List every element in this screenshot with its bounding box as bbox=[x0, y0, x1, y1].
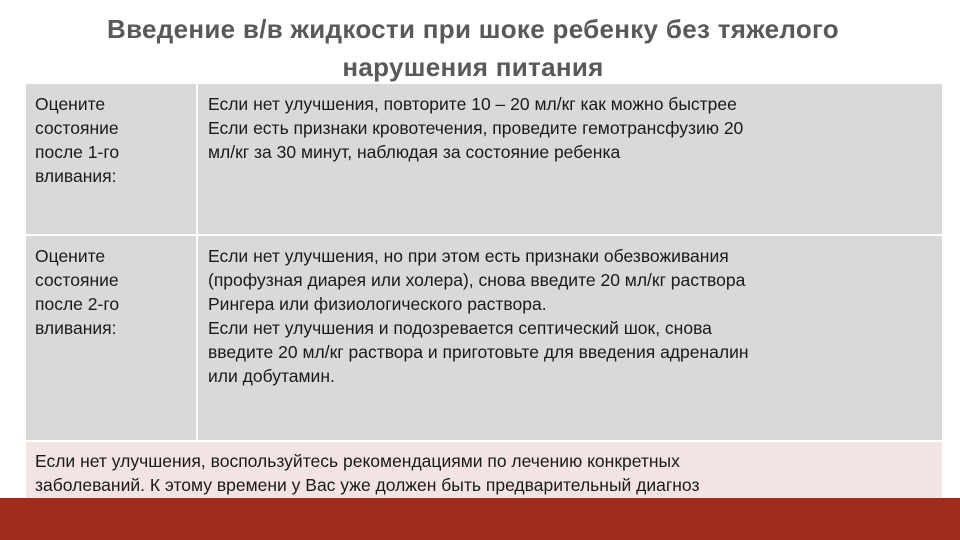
row-label-line: состояние bbox=[35, 270, 119, 290]
instruction-line: или добутамин. bbox=[208, 366, 335, 386]
slide-footer-band bbox=[0, 498, 960, 540]
instruction-line: Если нет улучшения, повторите 10 – 20 мл/кг как можно быстрее bbox=[208, 94, 737, 114]
slide-title bbox=[0, 10, 946, 86]
instruction-line: Если есть признаки кровотечения, проведите гемотрансфузию 20 bbox=[208, 118, 744, 138]
footer-line: заболеваний. К этому времени у Вас уже должен быть предварительный диагноз bbox=[35, 475, 700, 495]
footer-cell bbox=[26, 442, 708, 500]
row-label-cell bbox=[26, 84, 198, 234]
instruction-line: Если нет улучшения и подозревается септический шок, снова bbox=[208, 318, 712, 338]
row-label-line: вливания: bbox=[35, 318, 117, 338]
instruction-line: введите 20 мл/кг раствора и приготовьте для введения адреналин bbox=[208, 342, 749, 362]
instruction-line: (профузная диарея или холера), снова введите 20 мл/кг раствора bbox=[208, 270, 746, 290]
instruction-line: Если нет улучшения, но при этом есть признаки обезвоживания bbox=[208, 246, 729, 266]
row-instruction-cell bbox=[198, 84, 942, 234]
title-line-2: нарушения питания bbox=[342, 52, 604, 82]
row-label-line: вливания: bbox=[35, 166, 117, 186]
table-row-footer bbox=[26, 442, 942, 500]
title-line-1: Введение в/в жидкости при шоке ребенку без тяжелого bbox=[107, 14, 839, 44]
row-label-line: Оцените bbox=[35, 246, 106, 266]
table-row-first-infusion bbox=[26, 84, 942, 236]
table-row-second-infusion bbox=[26, 236, 942, 442]
row-label-line: после 1-го bbox=[35, 142, 120, 162]
row-label-line: после 2-го bbox=[35, 294, 120, 314]
row-label-line: Оцените bbox=[35, 94, 106, 114]
row-label-line: состояние bbox=[35, 118, 119, 138]
footer-line: Если нет улучшения, воспользуйтесь рекомендациями по лечению конкретных bbox=[35, 451, 680, 471]
row-instruction-cell bbox=[198, 236, 942, 440]
instruction-line: Рингера или физиологического раствора. bbox=[208, 294, 547, 314]
instruction-line: мл/кг за 30 минут, наблюдая за состояние ребенка bbox=[208, 142, 621, 162]
row-label-cell bbox=[26, 236, 198, 440]
protocol-table bbox=[26, 84, 942, 500]
